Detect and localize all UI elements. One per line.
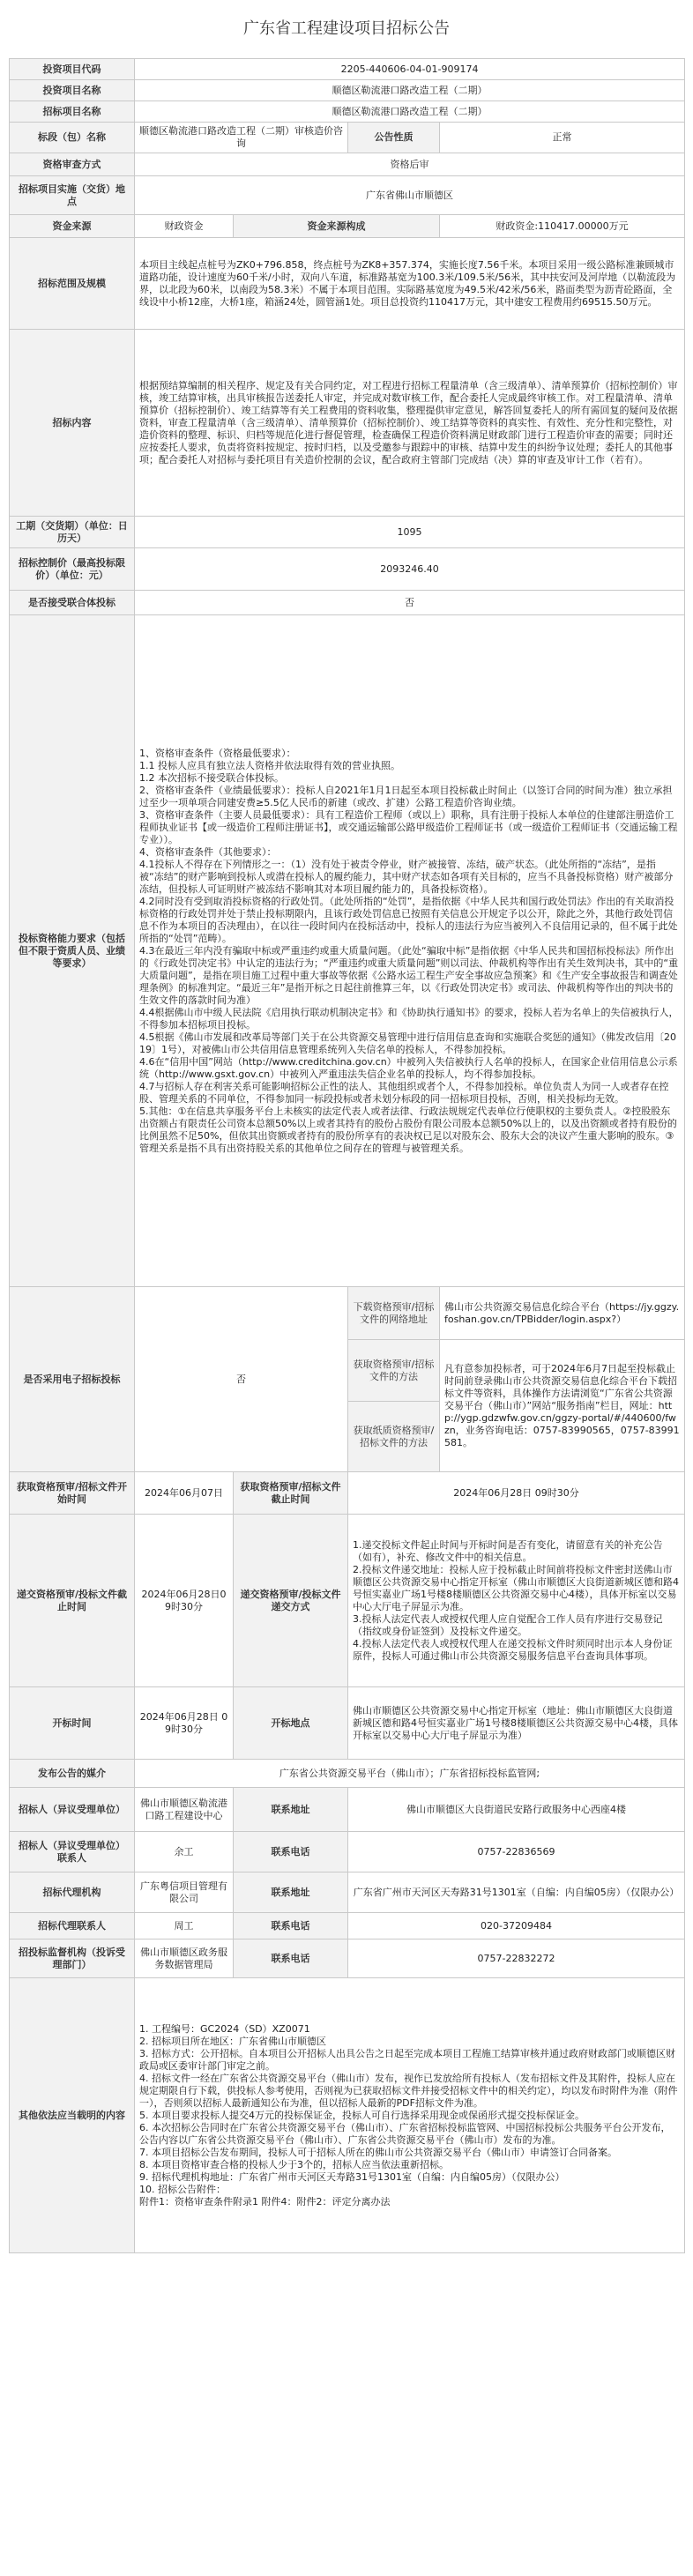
obtain-start-label: 获取资格预审/招标文件开始时间 — [10, 1472, 135, 1515]
publish-media-value: 广东省公共资源交易平台（佛山市）；广东省招标投标监管网; — [135, 1760, 685, 1788]
tenderer-phone-label: 联系电话 — [234, 1832, 348, 1872]
content-value: 根据预结算编制的相关程序、规定及有关合同约定，对工程进行招标工程量清单（含三级清单）、清单预算价（招标控制价）审核，竣工结算审核，出具审核报告送委托人审定，并完成对数审核工作，配合委托人完成最终审核工作。对工程量清单、清单预算价（招标控制价）、竣工结算等有关工程费用的资料收集，整理提供审定意见，解答回复委托人的所有需回复的疑问及依据资料，审查工程量清单（含三级清单）、清单预算价（招标控制价）、竣工结算等资料的真实性、有效性、充分性和完整性，对造价资料的整理、标识、归档等规范化进行督促管理，检查确保工程造价资料满足财政部门进行工程造价审查的需要；同时还应按委托人要求，负责将资料按规定、按时归档，以及受邀参与跟踪中的审核、结算中发生的纠纷争议处理；委托人的其他事项；配合委托人对招标与委托项目有关造价控制的会议，配合政府主管部门完成结（决）算的审查及审计工作（若有）。 — [135, 330, 685, 517]
tender-project-name-value: 顺德区勒流港口路改造工程（二期） — [135, 101, 685, 123]
row-tenderer — [10, 1788, 685, 1832]
scope-value: 本项目主线起点桩号为ZK0+796.858，终点桩号为ZK8+357.374，实施长度7.56千米。本项目采用一级公路标准兼顾城市道路功能，设计速度为60千米/小时，双向八车道，标准路基宽为100.3米/109.5米/56米，其中扶安河及河岸地（以勒流段为界，以北段为60米，以南段为58.3米）不属于本项目范围。实际路基宽度为49.5米/42米/56米，路面类型为沥青砼路面，全线设中小桥12座，大桥1座，箱涵24处，圆管涵1处。项目总投资约110417万元，其中建安工程费用约69515.50万元。 — [135, 238, 685, 330]
obtain-end-label: 获取资格预审/招标文件截止时间 — [234, 1472, 348, 1515]
download-url-label: 下载资格预审/招标文件的网络地址 — [348, 1287, 440, 1340]
row-open — [10, 1687, 685, 1760]
row-download-url — [10, 1287, 685, 1340]
section-name-value: 顺德区勒流港口路改造工程（二期）审核造价咨询 — [135, 123, 348, 153]
supervisor-value: 佛山市顺德区政务服务数据管理局 — [135, 1939, 234, 1978]
publish-media-label: 发布公告的媒介 — [10, 1760, 135, 1788]
row-media — [10, 1760, 685, 1788]
row-other — [10, 1978, 685, 2253]
tenderer-value: 佛山市顺德区勒流港口路工程建设中心 — [135, 1788, 234, 1832]
open-time-value: 2024年06月28日 09时30分 — [135, 1687, 234, 1760]
supervisor-phone-value: 0757-22832272 — [348, 1939, 685, 1978]
announcement-table — [9, 58, 685, 2253]
row-obtain-times — [10, 1472, 685, 1515]
agent-phone-label: 联系电话 — [234, 1913, 348, 1939]
joint-label: 是否接受联合体投标 — [10, 591, 135, 615]
tenderer-contact-label: 招标人（异议受理单位）联系人 — [10, 1832, 135, 1872]
row-max-price — [10, 548, 685, 591]
submit-method-label: 递交资格预审/投标文件递交方式 — [234, 1515, 348, 1687]
invest-code-label: 投资项目代码 — [10, 59, 135, 80]
max-price-value: 2093246.40 — [135, 548, 685, 591]
row-joint — [10, 591, 685, 615]
open-time-label: 开标时间 — [10, 1687, 135, 1760]
duration-value: 1095 — [135, 517, 685, 548]
row-requirements — [10, 615, 685, 1287]
obtain-start-value: 2024年06月07日 — [135, 1472, 234, 1515]
supervisor-phone-label: 联系电话 — [234, 1939, 348, 1978]
submit-method-value: 1.递交投标文件起止时间与开标时间是否有变化，请留意有关的补充公告（如有），补充、修改文件中的相关信息。 2.投标文件递交地址：投标人应于投标截止时间前将投标文件密封送佛山市顺德区公共资源交易中心指定开标室（佛山市顺德区大良街道新城区德和路4号恒实嘉业广场1号楼8楼顺德区公共资源交易中心4楼），具体开标室以交易中心大厅电子屏显示为准。 3.投标人法定代表人或授权代理人应自觉配合工作人员有序进行交易登记（指纹或身份证签到）及投标文件递交。 4.投标人法定代表人或授权代理人在递交投标文件时须同时出示本人身份证原件，投标人可通过佛山市公共资源交易服务信息平台查询具体事项。 — [348, 1515, 685, 1687]
electronic-value: 否 — [135, 1287, 348, 1472]
row-supervisor — [10, 1939, 685, 1978]
download-url-value[interactable]: 佛山市公共资源交易信息化综合平台（https://jy.ggzy.foshan.gov.cn/TPBidder/login.aspx?） — [440, 1287, 685, 1340]
submit-deadline-value: 2024年06月28日09时30分 — [135, 1515, 234, 1687]
other-value: 1. 工程编号：GC2024（SD）XZ0071 2. 招标项目所在地区：广东省佛山市顺德区 3. 招标方式：公开招标。自本项目公开招标人出具公告之日起至完成本项目工程施工结算审核并通过政府财政部门或顺德区财政局或区委审计部门审定之前。 4. 招标文件一经在广东省公共资源交易平台（佛山市）发布，视作已发放给所有投标人（发布招标文件及其附件，投标人应在规定期限自行下载，供投标人参考使用，否则视为已获取招标文件并接受招标文件中的相关约定），均以发布时附件为准（附件一），否则须以招标人最新通知公布为准，但以招标人最新的PDF招标文件为准。 5. 本项目要求投标人提交4万元的投标保证金，投标人可自行选择采用现金或保函形式提交投标保证金。 6. 本次招标公告同时在广东省公共资源交易平台（佛山市）、广东省招标投标监管网、中国招标投标公共服务平台公开发布，公告内容以广东省公共资源交易平台（佛山市）、广东省公共资源交易平台（佛山市）发布的为准。 7. 本项目招标公告发布期间，投标人可于招标人所在的佛山市公共资源交易平台（佛山市）申请签订合同备案。 8. 本项目资格审查合格的投标人少于3个的，招标人应当依法重新招标。 9. 招标代理机构地址：广东省广州市天河区天寿路31号1301室（自编：内自编05房）（仅限办公） 10. 招标公告附件： 附件1：资格审查条件附录1 附件4：附件2：评定分离办法 — [135, 1978, 685, 2253]
joint-value: 否 — [135, 591, 685, 615]
section-name-label: 标段（包）名称 — [10, 123, 135, 153]
row-fund — [10, 215, 685, 238]
public-nature-label: 公告性质 — [348, 123, 440, 153]
row-invest-code — [10, 59, 685, 80]
row-tender-project-name — [10, 101, 685, 123]
tenderer-contact-value: 余工 — [135, 1832, 234, 1872]
open-place-label: 开标地点 — [234, 1687, 348, 1760]
row-content — [10, 330, 685, 517]
requirements-value: 1、资格审查条件（资格最低要求）： 1.1 投标人应具有独立法人资格并依法取得有效的营业执照。 1.2 本次招标不接受联合体投标。 2、资格审查条件（业绩最低要求）：投标人自2021年1月1日起至本项目投标截止时间止（以签订合同的时间为准）独立承担过至少一项单项合同建安费≥5.5亿人民币的新建（或改、扩建）公路工程造价咨询业绩。 3、资格审查条件（主要人员最低要求）：具有工程造价工程师（或以上）职称，具有注册于投标人本单位的住建部注册造价工程师执业证书【或一级造价工程师注册证书】，或交通运输部公路甲级造价工程师证书（或一级造价工程师证书（交通运输工程专业））。 4、资格审查条件（其他要求）： 4.1投标人不得存在下列情形之一：（1）没有处于被责令停业，财产被接管、冻结，破产状态。（此处所指的“冻结”，是指被“冻结”的财产影响到投标人或潜在投标人的履约能力，其中财产状态如各项有关目标的，应当不具备投标资格）财产被部分冻结，但投标人可证明财产被冻结不影响其对本项目履约能力的，具备投标资格）。 4.2同时没有受到取消投标资格的行政处罚。（此处所指的“处罚”，是指依据《中华人民共和国行政处罚法》作出的有关取消投标资格的行政处罚并处于禁止投标期限内，且该行政处罚信息已按照有关信息公开规定予以公开，除此之外，其他行政处罚信息不作为本项目的否决理由），在以往一段时间内在投标活动中，投标人的违法行为应当被列入不良信用记录的，但不属于此处所指的“处罚”范畴）。 4.3在最近三年内没有骗取中标或严重违约或重大质量问题。（此处“骗取中标”是指依据《中华人民共和国招标投标法》所作出的《行政处罚决定书》中认定的违法行为；“严重违约或重大质量问题”则以司法、仲裁机构等作出有关生效判决书，其中的“重大质量问题”，是指在项目施工过程中重大事故等依据《公路水运工程生产安全事故应急预案》和《生产安全事故报告和调查处理条例》的标准判定。“最近三年”是指开标之日起往前推算三年，以《行政处罚决定书》或司法、仲裁机构等作出的判决书的生效文件的落款时间为准） 4.4根据佛山市中级人民法院《启用执行联动机制决定书》和《协助执行通知书》的要求，投标人若为名单上的失信被执行人，不得参加本招标项目投标。 4.5根据《佛山市发展和改革局等部门关于在公共资源交易管理中进行信用信息查询和实施联合奖惩的通知》（佛发改信用〔2019〕1号），对被佛山市公共信用信息管理系统列入失信名单的投标人，不得参加投标。 4.6在“信用中国”网站（http://www.creditchina.gov.cn）中被列入失信被执行人名单的投标人，在国家企业信用信息公示系统（http://www.gsxt.gov.cn）中被列入严重违法失信企业名单的投标人，均不得参加投标。 4.7与招标人存在利害关系可能影响招标公正性的法人、其他组织或者个人，不得参加投标。单位负责人为同一人或者存在控股、管理关系的不同单位，不得参加同一标段投标或者未划分标段的同一招标项目投标，否则，相关投标均无效。 5.其他：①在信息共享服务平台上未核实的法定代表人或者法律、行政法规规定代表单位行使职权的主要负责人。②控股股东出资额占有限责任公司资本总额50%以上或者其持有的股份占股份有限公司股本总额50%以上的，以及出资额或者持有股份的比例虽然不足50%，但依其出资额或者持有的股份所享有的表决权已足以对股东会、股东大会的决议产生重大影响的股东。③管理关系是指不具有出资持股关系的其他单位之间存在的管理与被管理关系。 — [135, 615, 685, 1287]
project-name-label: 投资项目名称 — [10, 80, 135, 101]
max-price-label: 招标控制价（最高投标限价）（单位：元） — [10, 548, 135, 591]
duration-label: 工期（交货期）（单位：日历天） — [10, 517, 135, 548]
row-scope — [10, 238, 685, 330]
tenderer-addr-label: 联系地址 — [234, 1788, 348, 1832]
invest-code-value: 2205-440606-04-01-909174 — [135, 59, 685, 80]
project-name-value: 顺德区勒流港口路改造工程（二期） — [135, 80, 685, 101]
open-place-value: 佛山市顺德区公共资源交易中心指定开标室（地址：佛山市顺德区大良街道新城区德和路4号恒实嘉业广场1号楼8楼顺德区公共资源交易中心4楼，具体开标室以交易中心大厅电子屏显示为准） — [348, 1687, 685, 1760]
row-qual-review — [10, 153, 685, 176]
tenderer-phone-value: 0757-22836569 — [348, 1832, 685, 1872]
trade-location-label: 招标项目实施（交货）地点 — [10, 176, 135, 215]
paper-method-label: 获取纸质资格预审/招标文件的方法 — [348, 1402, 440, 1472]
row-duration — [10, 517, 685, 548]
agent-addr-value: 广东省广州市天河区天寿路31号1301室（自编：内自编05房）（仅限办公） — [348, 1872, 685, 1913]
row-tenderer-contact — [10, 1832, 685, 1872]
row-agent — [10, 1872, 685, 1913]
qual-review-value: 资格后审 — [135, 153, 685, 176]
submit-deadline-label: 递交资格预审/投标文件截止时间 — [10, 1515, 135, 1687]
row-project-name — [10, 80, 685, 101]
page-title: 广东省工程建设项目招标公告 — [243, 19, 450, 38]
qual-review-label: 资格审查方式 — [10, 153, 135, 176]
fund-composition-label: 资金来源构成 — [234, 215, 440, 238]
obtain-method-value: 凡有意参加投标者，可于2024年6月7日起至投标截止时间前登录佛山市公共资源交易信息化综合平台下载招标文件等资料，具体操作方法请浏览“广东省公共资源交易平台（佛山市）”网站“服务指南”栏目，网址：http://ygp.gdzwfw.gov.cn/ggzy-portal/#/440600/fwzn，业务咨询电话：0757-83990565，0757-83991581。 — [440, 1340, 685, 1472]
row-section-name — [10, 123, 685, 153]
scope-label: 招标范围及规模 — [10, 238, 135, 330]
row-agent-contact — [10, 1913, 685, 1939]
fund-source-label: 资金来源 — [10, 215, 135, 238]
agent-contact-value: 周工 — [135, 1913, 234, 1939]
fund-source-value: 财政资金 — [135, 215, 234, 238]
trade-location-value: 广东省佛山市顺德区 — [135, 176, 685, 215]
agent-addr-label: 联系地址 — [234, 1872, 348, 1913]
fund-composition-value: 财政资金:110417.00000万元 — [440, 215, 685, 238]
agent-phone-value: 020-37209484 — [348, 1913, 685, 1939]
row-submit — [10, 1515, 685, 1687]
tenderer-label: 招标人（异议受理单位） — [10, 1788, 135, 1832]
electronic-label: 是否采用电子招标投标 — [10, 1287, 135, 1472]
content-label: 招标内容 — [10, 330, 135, 517]
agent-label: 招标代理机构 — [10, 1872, 135, 1913]
agent-contact-label: 招标代理联系人 — [10, 1913, 135, 1939]
row-trade-location — [10, 176, 685, 215]
tenderer-addr-value: 佛山市顺德区大良街道民安路行政服务中心西座4楼 — [348, 1788, 685, 1832]
obtain-end-value: 2024年06月28日 09时30分 — [348, 1472, 685, 1515]
supervisor-label: 招投标监督机构（投诉受理部门） — [10, 1939, 135, 1978]
requirements-label: 投标资格能力要求（包括但不限于资质人员、业绩等要求） — [10, 615, 135, 1287]
other-label: 其他依法应当载明的内容 — [10, 1978, 135, 2253]
obtain-method-label: 获取资格预审/招标文件的方法 — [348, 1340, 440, 1402]
agent-value: 广东粤信项目管理有限公司 — [135, 1872, 234, 1913]
public-nature-value: 正常 — [440, 123, 685, 153]
tender-project-name-label: 招标项目名称 — [10, 101, 135, 123]
